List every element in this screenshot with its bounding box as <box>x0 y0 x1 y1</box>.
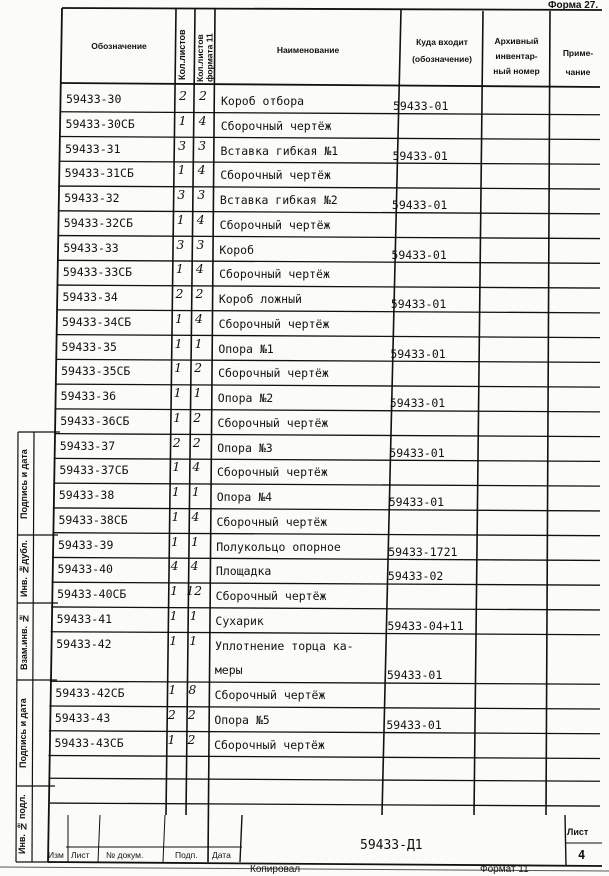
stamp-col-doc-no: № докум. <box>106 850 144 860</box>
row-sheet-count: 1 <box>174 360 183 376</box>
row-designation: 59433-33 <box>63 240 119 255</box>
stamp-col-date: Дата <box>212 850 231 860</box>
row-name: Полукольцо опорное <box>216 539 341 554</box>
side-label-original-inv: Инв. № подл. <box>17 794 27 854</box>
row-designation: 59433-42СБ <box>55 686 125 701</box>
row-sheet-count: 1 <box>172 459 181 475</box>
row-sheet-count-a11: 2 <box>187 707 196 722</box>
row-separator <box>55 409 600 412</box>
header-name: Наименование <box>276 45 340 55</box>
row-sheet-count: 1 <box>169 607 178 623</box>
row-separator <box>56 310 600 313</box>
row-sheet-count-a11: 4 <box>190 558 199 574</box>
row-designation: 59433-34СБ <box>62 314 132 329</box>
row-destination: 59433-01 <box>392 148 448 163</box>
row-separator <box>50 778 600 781</box>
row-designation: 59433-38 <box>58 488 115 503</box>
row-name: Сборочный чертёж <box>218 366 329 381</box>
row-separator <box>59 161 600 164</box>
row-name: меры <box>214 663 243 678</box>
row-sheet-count-a11: 1 <box>189 632 198 648</box>
row-name: Сборочный чертёж <box>214 688 326 703</box>
row-name: Сборочный чертёж <box>217 465 328 480</box>
row-sheet-count-a11: 3 <box>196 236 205 252</box>
row-sheet-count-a11: 1 <box>193 385 202 401</box>
row-separator <box>56 359 600 362</box>
row-designation: 59433-39 <box>58 537 114 552</box>
row-separator <box>48 756 600 759</box>
row-destination: 59433-01 <box>386 668 443 683</box>
row-sheet-count-a11: 1 <box>191 484 200 500</box>
row-sheet-count: 1 <box>173 409 182 425</box>
row-sheet-count-a11: 4 <box>195 261 204 277</box>
row-designation: 59433-41 <box>56 611 113 626</box>
row-separator <box>53 508 600 511</box>
row-designation: 59433-36 <box>60 389 117 404</box>
row-name: Сборочный чертёж <box>218 316 330 331</box>
row-sheet-count-a11: 8 <box>188 682 197 698</box>
row-destination: 59433-01 <box>390 346 446 361</box>
row-separator <box>58 211 600 214</box>
row-designation: 59433-32СБ <box>63 215 134 230</box>
header-archive-line3: ный номер <box>493 65 540 76</box>
row-name: Вставка гибкая №1 <box>220 143 339 158</box>
row-designation: 59433-43СБ <box>54 735 124 750</box>
row-designation: 59433-30 <box>66 92 122 106</box>
row-separator <box>53 483 600 486</box>
row-sheet-count: 1 <box>170 583 179 599</box>
row-sheet-count: 1 <box>173 385 182 401</box>
row-destination: 59433-01 <box>391 198 448 213</box>
header-sheet-count: Кол.листов <box>177 29 187 80</box>
row-sheet-count-a11: 2 <box>193 409 202 425</box>
header-notes-line2: чание <box>565 66 591 77</box>
row-sheet-count-a11: 4 <box>192 459 201 475</box>
row-name: Сборочный чертёж <box>215 589 327 604</box>
row-designation: 59433-34 <box>62 290 118 305</box>
row-designation: 59433-31 <box>65 141 121 156</box>
row-designation: 59433-43 <box>54 711 111 725</box>
row-designation: 59433-35СБ <box>61 364 131 379</box>
row-destination: 59433-01 <box>389 445 445 460</box>
row-sheet-count: 1 <box>176 211 185 227</box>
row-sheet-count: 3 <box>176 236 185 252</box>
row-name: Сборочный чертёж <box>219 217 331 232</box>
row-name: Сухарик <box>215 613 264 628</box>
side-label-replace-inv: Взам.инв. № <box>19 613 29 671</box>
row-separator <box>51 607 600 610</box>
row-sheet-count-a11: 4 <box>195 310 203 326</box>
row-separator <box>56 335 600 338</box>
row-name: Сборочный чертёж <box>219 267 330 282</box>
row-name: Сборочный чертёж <box>220 118 332 133</box>
row-sheet-count-a11: 3 <box>197 187 206 203</box>
row-separator <box>50 681 600 684</box>
row-designation: 59433-31СБ <box>64 166 134 181</box>
row-separator <box>52 582 600 585</box>
sheet-number: 4 <box>578 848 586 862</box>
row-name: Опора №2 <box>217 391 274 406</box>
row-separator <box>60 137 600 140</box>
row-separator <box>55 384 600 387</box>
row-designation: 59433-35 <box>61 339 117 354</box>
row-sheet-count-a11: 1 <box>189 607 198 623</box>
row-destination: 59433-04+11 <box>387 618 464 633</box>
row-sheet-count-a11: 2 <box>187 731 196 747</box>
header-notes <box>550 44 606 81</box>
row-sheet-count: 1 <box>178 112 187 128</box>
row-sheet-count: 1 <box>167 731 176 747</box>
row-sheet-count: 1 <box>169 632 178 648</box>
row-destination: 59433-1721 <box>388 544 458 559</box>
row-separator <box>49 706 600 709</box>
row-name: Короб <box>219 242 255 257</box>
header-destination-line2: (обозначение) <box>412 53 472 64</box>
header-archive <box>483 34 550 79</box>
row-destination: 59433-01 <box>390 297 447 312</box>
row-sheet-count: 1 <box>175 310 183 326</box>
row-separator <box>58 236 600 239</box>
row-separator <box>59 186 600 189</box>
header-sheet-count-a11: Кол.листов формата 11 <box>195 33 215 82</box>
row-designation: 59433-38СБ <box>58 512 128 527</box>
row-destination: 59433-01 <box>388 495 445 510</box>
row-separator <box>51 632 600 635</box>
header-archive-line2: инвентар- <box>495 50 538 61</box>
side-label-signature-date-1: Подпись и дата <box>19 449 29 519</box>
row-sheet-count-a11: 3 <box>198 137 207 153</box>
row-destination: 59433-01 <box>391 247 447 262</box>
row-destination: 59433-01 <box>393 99 449 113</box>
row-separator <box>57 260 600 263</box>
row-sheet-count-a11: 2 <box>194 360 203 376</box>
row-name: Опора №1 <box>218 341 274 356</box>
row-sheet-count: 1 <box>171 484 180 500</box>
row-name: Сборочный чертёж <box>214 737 325 752</box>
row-designation: 59433-32 <box>64 191 120 206</box>
header-archive-line1: Архивный <box>494 36 539 46</box>
row-sheet-count: 2 <box>179 88 187 103</box>
row-name: Уплотнение торца ка- <box>215 638 354 653</box>
row-name: Сборочный чертёж <box>216 514 328 529</box>
row-name: Сборочный чертёж <box>220 168 331 183</box>
row-separator <box>54 434 600 437</box>
stamp-col-signature: Подп. <box>175 850 198 860</box>
row-separator <box>49 731 600 734</box>
row-separator <box>52 557 600 560</box>
row-name: Короб отбора <box>221 94 305 108</box>
row-designation: 59433-37 <box>59 438 116 453</box>
form-label: Форма 27. <box>548 0 599 11</box>
side-label-signature-date-2: Подпись и дата <box>18 698 28 768</box>
row-sheet-count: 1 <box>174 335 183 351</box>
document-code: 59433-Д1 <box>360 838 423 853</box>
footer-format: Формат 11 <box>480 864 529 875</box>
row-sheet-count-a11: 2 <box>199 88 207 103</box>
row-sheet-count-a11: 4 <box>196 211 205 227</box>
row-sheet-count-a11: 4 <box>198 112 207 128</box>
row-separator <box>60 112 600 115</box>
row-sheet-count-a11: 1 <box>191 533 199 549</box>
row-name: Площадка <box>215 564 272 579</box>
row-sheet-count: 1 <box>177 162 186 178</box>
row-designation: 59433-36СБ <box>60 413 130 428</box>
stamp-col-change: Изм <box>48 850 64 860</box>
row-separator <box>57 285 600 288</box>
sheet-label: Лист <box>567 827 589 837</box>
row-name: Короб ложный <box>218 292 302 307</box>
header-notes-line1: Приме- <box>562 48 594 58</box>
row-sheet-count: 1 <box>175 261 184 277</box>
stamp-col-sheet: Лист <box>71 850 90 860</box>
row-designation: 59433-30СБ <box>65 116 135 131</box>
row-destination: 59433-01 <box>389 396 446 411</box>
row-designation: 59433-40 <box>57 562 113 577</box>
row-sheet-count: 3 <box>178 137 187 153</box>
row-name: Опора №4 <box>216 490 273 505</box>
row-name: Сборочный чертёж <box>217 415 329 430</box>
row-separator <box>52 533 600 536</box>
header-designation: Обозначение <box>91 41 147 51</box>
row-sheet-count-a11: 1 <box>194 335 203 351</box>
row-sheet-count: 2 <box>172 434 181 450</box>
footer-copied: Копировал <box>250 864 301 875</box>
row-sheet-count: 1 <box>168 682 177 698</box>
row-sheet-count: 2 <box>167 707 176 722</box>
side-label-dup-inv: Инв. №дубл. <box>19 540 29 598</box>
row-designation: 59433-37СБ <box>59 463 129 478</box>
row-designation: 59433-33СБ <box>62 265 133 280</box>
row-sheet-count: 4 <box>170 558 179 574</box>
row-separator <box>54 458 600 461</box>
row-designation: 59433-40СБ <box>57 587 127 602</box>
row-sheet-count-a11: 2 <box>195 286 204 302</box>
row-sheet-count-a11: 2 <box>192 434 201 450</box>
row-sheet-count: 2 <box>175 286 184 302</box>
row-destination: 59433-02 <box>387 569 444 584</box>
header-destination-line1: Куда входит <box>416 37 468 47</box>
row-sheet-count-a11: 4 <box>191 508 200 524</box>
row-name: Опора №3 <box>217 440 273 455</box>
row-sheet-count-a11: 12 <box>186 583 203 599</box>
row-destination: 59433-01 <box>386 718 442 732</box>
row-designation: 59433-42 <box>56 636 112 651</box>
header-destination <box>401 36 483 66</box>
row-sheet-count: 3 <box>177 187 186 203</box>
row-separator <box>50 803 600 806</box>
row-name: Опора №5 <box>214 713 270 727</box>
row-sheet-count: 1 <box>171 508 180 524</box>
row-name: Вставка гибкая №2 <box>219 193 338 208</box>
row-sheet-count: 1 <box>171 533 179 549</box>
row-sheet-count-a11: 4 <box>197 162 206 178</box>
